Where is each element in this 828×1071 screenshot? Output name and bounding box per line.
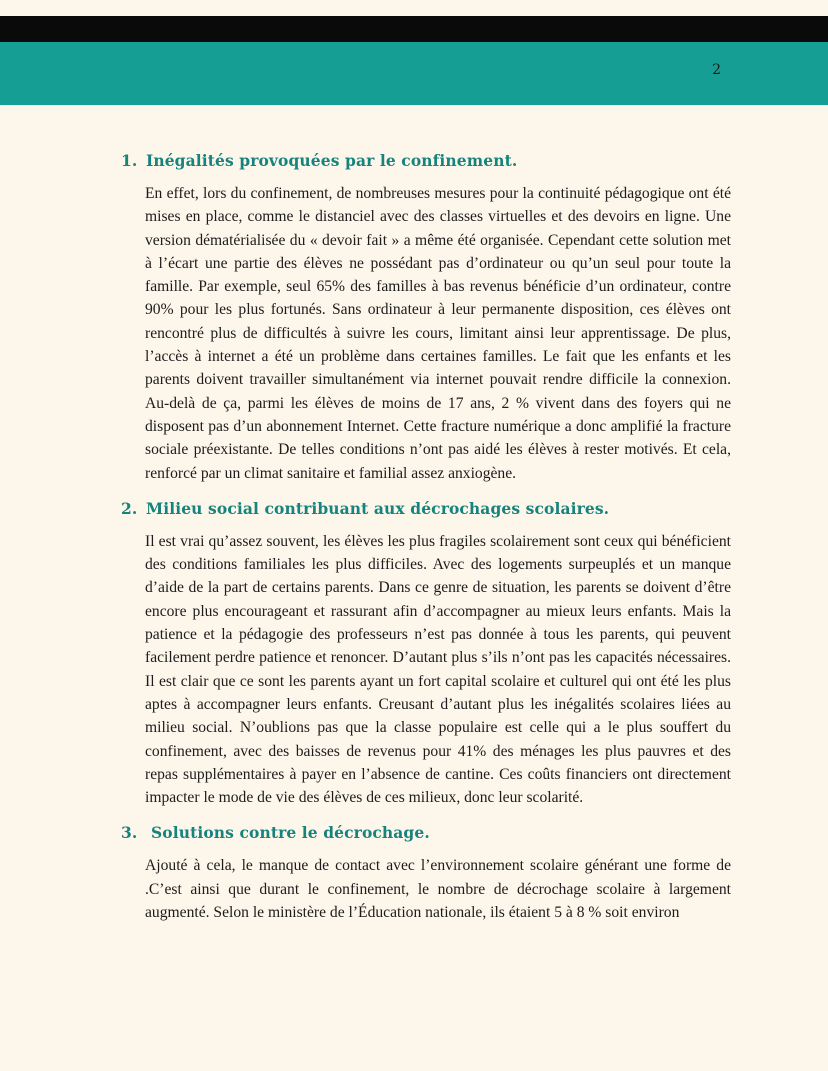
section-solutions [0, 820, 828, 924]
section-heading [0, 496, 828, 522]
section-heading [0, 148, 828, 174]
section-paragraph: Ajouté à cela, le manque de contact avec l’environnement scolaire générant une forme de .C’est ainsi que durant le confinement, le nombre de décrochage scolaire à largement augmenté. Selon le ministère de l’Éducation nationale, ils étaient 5 à 8 % soit environ [145, 857, 731, 922]
section-heading [0, 820, 828, 846]
section-milieu-social [0, 496, 828, 810]
section-title: Solutions contre le décrochage. [151, 823, 430, 843]
section-inegalites [0, 148, 828, 485]
document-body [0, 148, 828, 924]
section-number: 3. [121, 823, 138, 843]
section-paragraph: En effet, lors du confinement, de nombreuses mesures pour la continuité pédagogique ont été mises en place, comme le distanciel avec des classes virtuelles et des devoirs en ligne. Une version dématérialisée du « devoir fait » a même été organisée. Cependant cette solution met à l’écart une partie des élèves ne possédant pas d’ordinateur ou qu’un seul pour toute la famille. Par exemple, seul 65% des familles à bas revenus bénéficie d’un ordinateur, contre 90% pour les plus fortunés. Sans ordinateur à leur permanente disposition, ces élèves ont rencontré plus de difficultés à suivre les cours, limitant ainsi leur apprentissage. De plus, l’accès à internet a été un problème dans certaines familles. Le fait que les enfants et les parents doivent travailler simultanément via internet pouvait rendre difficile la connexion. Au-delà de ça, parmi les élèves de moins de 17 ans, 2 % vivent dans des foyers qui ne disposent pas d’un abonnement Internet. Cette fracture numérique a donc amplifié la fracture sociale préexistante. De telles conditions n’ont pas aidé les élèves à rester motivés. Et cela, renforcé par un climat sanitaire et familial assez anxiogène. [145, 185, 731, 482]
section-number: 1. [121, 151, 138, 170]
section-number: 2. [121, 498, 138, 518]
header-black-band [0, 16, 828, 42]
header-teal-band [0, 42, 828, 105]
section-title: Milieu social contribuant aux décrochages scolaires. [146, 498, 610, 518]
section-paragraph: Il est vrai qu’assez souvent, les élèves les plus fragiles scolairement sont ceux qui bénéficient des conditions familiales les plus difficiles. Avec des logements surpeuplés et un manque d’aide de la part de certains parents. Dans ce genre de situation, les parents se doivent d’être encore plus encourageant et rassurant afin d’accompagner au mieux leurs enfants. Mais la patience et la pédagogie des professeurs n’est pas donnée à tous les parents, qui peuvent facilement perdre patience et renoncer. D’autant plus s’ils n’ont pas les capacités nécessaires. Il est clair que ce sont les parents ayant un fort capital scolaire et culturel qui ont été les plus aptes à accompagner leurs enfants. Creusant d’autant plus les inégalités scolaires liées au milieu social. N’oublions pas que la classe populaire est celle qui a le plus souffert du confinement, avec des baisses de revenus pour 41% des ménages les plus pauvres et des repas supplémentaires à payer en l’absence de cantine. Ces coûts financiers ont directement impacter le mode de vie des élèves de ces milieux, donc leur scolarité. [145, 532, 731, 807]
section-title: Inégalités provoquées par le confinement. [146, 151, 518, 170]
page-number: 2 [712, 62, 721, 78]
top-margin [0, 0, 828, 16]
